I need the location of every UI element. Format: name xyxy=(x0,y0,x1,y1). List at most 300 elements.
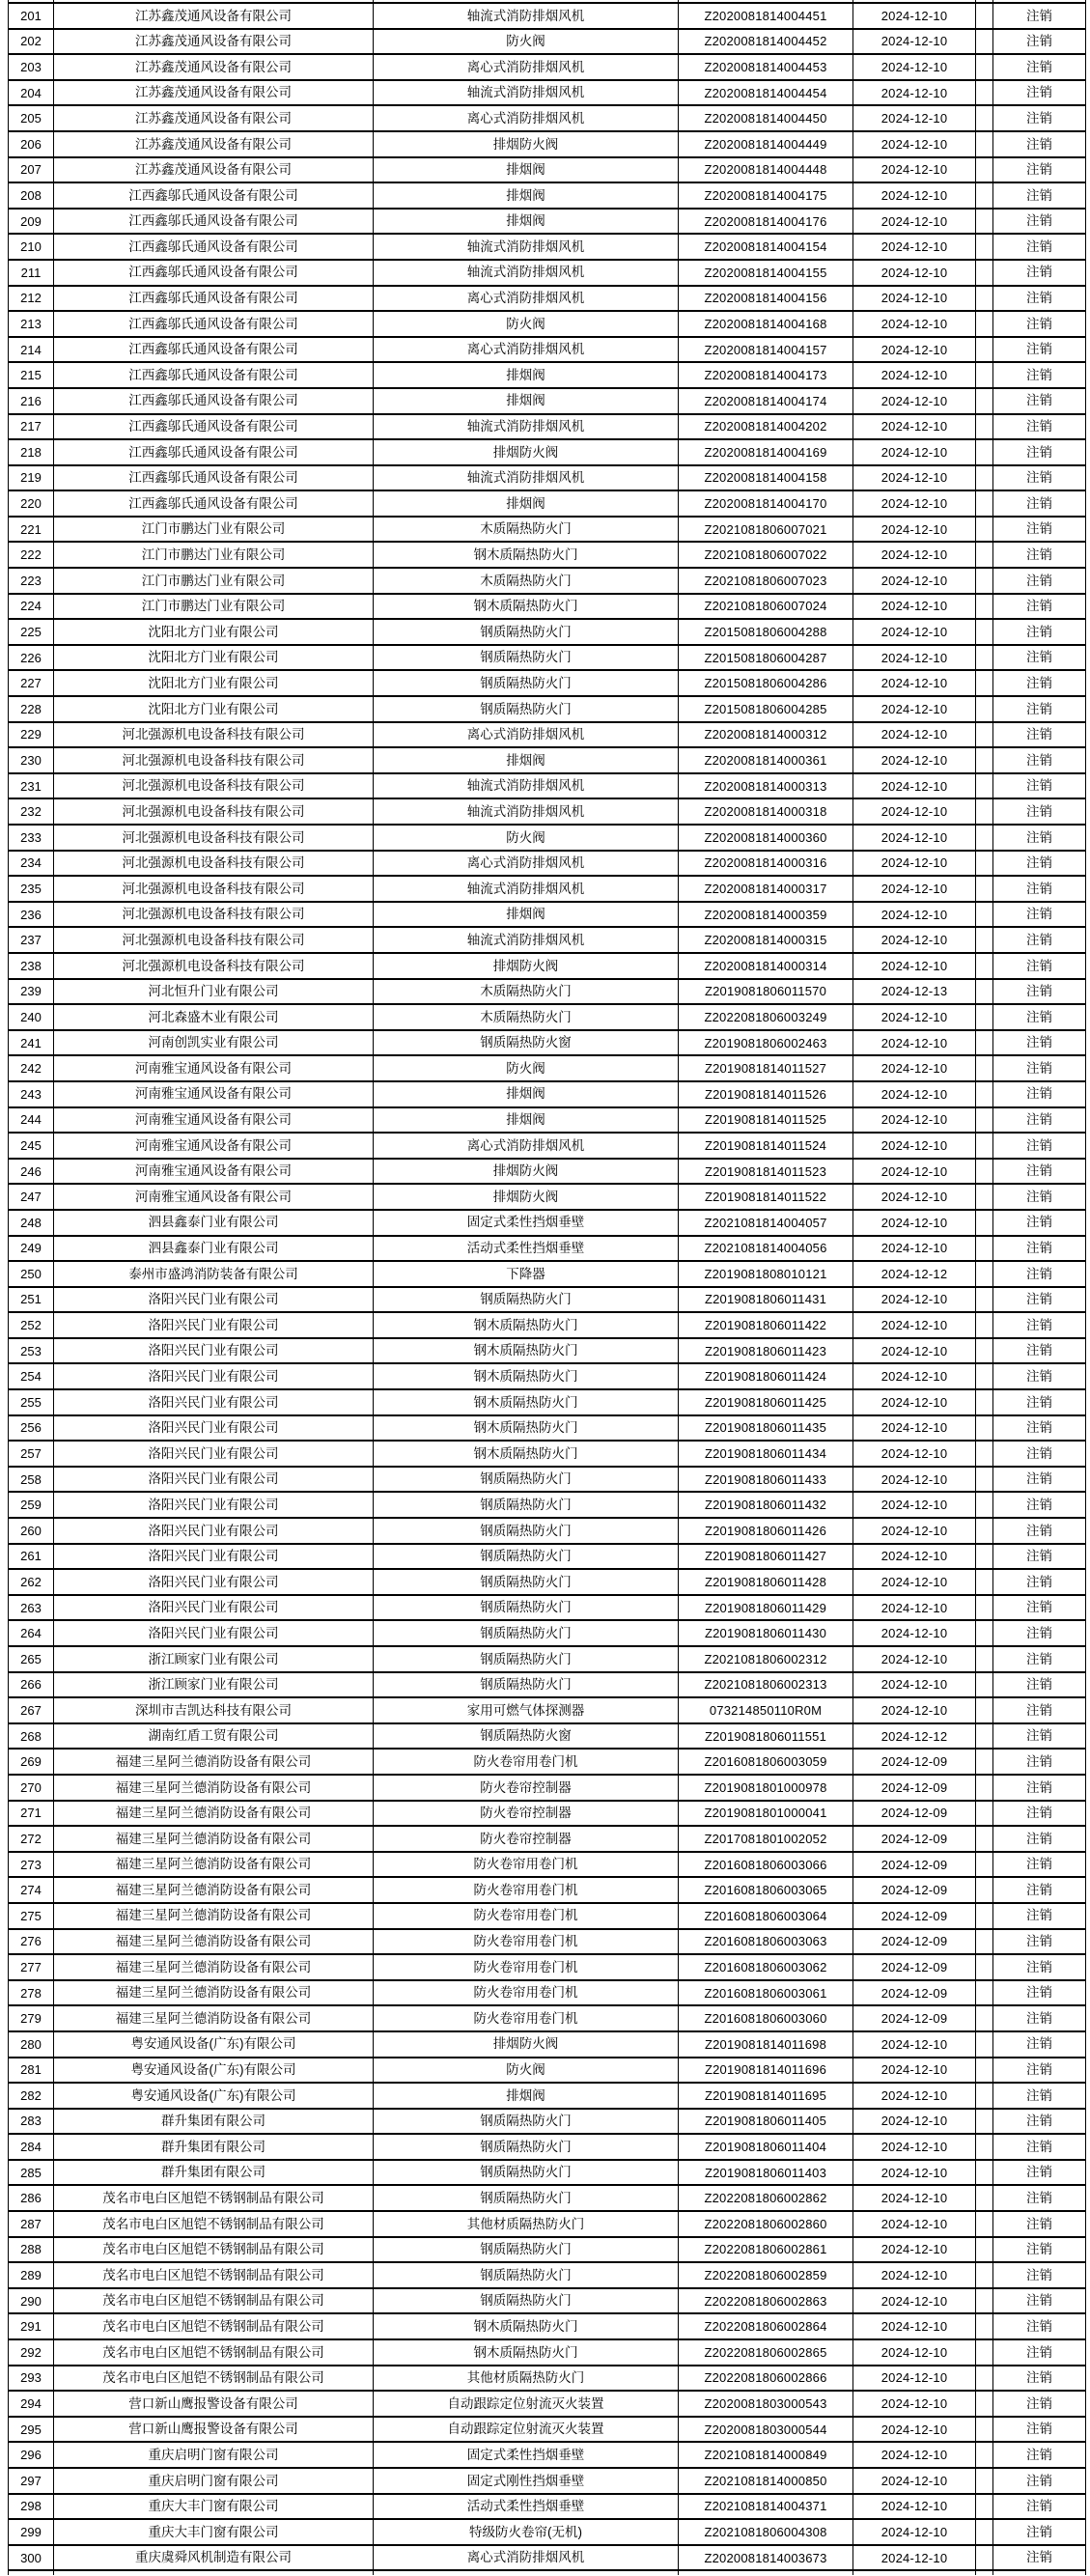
certificate-cell: Z2020081814000313 xyxy=(678,774,852,798)
spacer-cell xyxy=(975,1339,992,1363)
spacer-cell xyxy=(975,2392,992,2416)
table-row xyxy=(8,1031,1086,1057)
date-cell: 2024-12-09 xyxy=(852,1853,975,1877)
company-cell: 江苏鑫茂通风设备有限公司 xyxy=(53,81,373,105)
table-row xyxy=(8,1724,1086,1750)
status-cell: 注销 xyxy=(992,132,1086,156)
product-cell: 活动式柔性挡烟垂壁 xyxy=(373,1237,678,1261)
certificate-cell: Z2021081806002313 xyxy=(678,1673,852,1697)
spacer-cell xyxy=(975,1647,992,1671)
product-cell: 木质隔热防火门 xyxy=(373,518,678,542)
records-table xyxy=(8,0,1086,2575)
table-row xyxy=(8,877,1086,903)
spacer-cell xyxy=(975,518,992,542)
status-cell: 注销 xyxy=(992,2314,1086,2338)
spacer-cell xyxy=(975,1878,992,1902)
status-cell: 注销 xyxy=(992,1211,1086,1235)
company-cell: 深圳市吉凯达科技有限公司 xyxy=(53,1698,373,1722)
spacer-cell xyxy=(975,2032,992,2057)
spacer-cell xyxy=(975,132,992,156)
row-number-cell: 234 xyxy=(8,852,53,876)
certificate-cell: Z2019081806011424 xyxy=(678,1364,852,1388)
date-cell: 2024-12-10 xyxy=(852,1339,975,1363)
company-cell: 福建三星阿兰德消防设备有限公司 xyxy=(53,1878,373,1902)
row-number-cell: 213 xyxy=(8,312,53,336)
company-cell: 沈阳北方门业有限公司 xyxy=(53,646,373,670)
date-cell: 2024-12-09 xyxy=(852,1930,975,1954)
certificate-cell: Z2020081803000543 xyxy=(678,2392,852,2416)
table-row xyxy=(8,1211,1086,1237)
spacer-cell xyxy=(975,799,992,824)
certificate-cell: Z2019081806011404 xyxy=(678,2135,852,2159)
product-cell: 排烟阀 xyxy=(373,363,678,387)
certificate-cell: Z2022081806002866 xyxy=(678,2366,852,2391)
date-cell: 2024-12-10 xyxy=(852,1185,975,1209)
product-cell: 轴流式消防排烟风机 xyxy=(373,81,678,105)
company-cell: 福建三星阿兰德消防设备有限公司 xyxy=(53,1955,373,1979)
row-number-cell: 261 xyxy=(8,1545,53,1569)
certificate-cell: Z2021081814004057 xyxy=(678,1211,852,1235)
company-cell: 粤安通风设备(广东)有限公司 xyxy=(53,2058,373,2083)
company-cell: 河南雅宝通风设备有限公司 xyxy=(53,1108,373,1133)
company-cell: 沈阳北方门业有限公司 xyxy=(53,620,373,644)
product-cell: 轴流式消防排烟风机 xyxy=(373,261,678,285)
certificate-cell: Z2020081814004157 xyxy=(678,338,852,362)
date-cell: 2024-12-10 xyxy=(852,928,975,952)
product-cell: 钢木质隔热防火门 xyxy=(373,1364,678,1388)
product-cell: 防火卷帘用卷门机 xyxy=(373,1750,678,1774)
certificate-cell: Z2019081806011435 xyxy=(678,1416,852,1441)
product-cell: 排烟阀 xyxy=(373,748,678,772)
status-cell: 注销 xyxy=(992,2186,1086,2210)
company-cell: 江西鑫邬氏通风设备有限公司 xyxy=(53,183,373,208)
status-cell: 注销 xyxy=(992,2032,1086,2057)
spacer-cell xyxy=(975,2418,992,2442)
status-cell: 注销 xyxy=(992,748,1086,772)
company-cell: 重庆虞舜风机制造有限公司 xyxy=(53,2546,373,2570)
table-row xyxy=(8,595,1086,621)
table-row xyxy=(8,1468,1086,1494)
company-cell: 河南雅宝通风设备有限公司 xyxy=(53,1185,373,1209)
certificate-cell: 073214850110R0M xyxy=(678,1698,852,1722)
date-cell: 2024-12-10 xyxy=(852,697,975,721)
company-cell: 福建三星阿兰德消防设备有限公司 xyxy=(53,1904,373,1928)
table-row xyxy=(8,1082,1086,1108)
table-row xyxy=(8,697,1086,723)
status-cell: 注销 xyxy=(992,2135,1086,2159)
certificate-cell: Z2016081806003061 xyxy=(678,1981,852,2005)
spacer-cell xyxy=(975,2546,992,2570)
company-cell: 河北强源机电设备科技有限公司 xyxy=(53,799,373,824)
date-cell: 2024-12-10 xyxy=(852,1673,975,1697)
row-number-cell: 239 xyxy=(8,980,53,1004)
date-cell: 2024-12-10 xyxy=(852,235,975,259)
product-cell: 钢质隔热防火门 xyxy=(373,1519,678,1543)
table-row xyxy=(8,2186,1086,2212)
table-row xyxy=(8,1545,1086,1571)
product-cell: 轴流式消防排烟风机 xyxy=(373,928,678,952)
row-number-cell: 246 xyxy=(8,1160,53,1184)
spacer-cell xyxy=(975,466,992,490)
spacer-cell xyxy=(975,1570,992,1594)
certificate-cell: Z2020081814004155 xyxy=(678,261,852,285)
spacer-cell xyxy=(975,1288,992,1312)
table-row xyxy=(8,2289,1086,2315)
spacer-cell xyxy=(975,1108,992,1133)
spacer-cell xyxy=(975,1160,992,1184)
company-cell: 营口新山鹰报警设备有限公司 xyxy=(53,2418,373,2442)
certificate-cell: Z2019081806011426 xyxy=(678,1519,852,1543)
spacer-cell xyxy=(975,389,992,413)
row-number-cell: 236 xyxy=(8,903,53,927)
product-cell: 防火卷帘用卷门机 xyxy=(373,2006,678,2030)
certificate-cell: Z2022081806002862 xyxy=(678,2186,852,2210)
spacer-cell xyxy=(975,1981,992,2005)
status-cell: 注销 xyxy=(992,1621,1086,1645)
company-cell: 河北强源机电设备科技有限公司 xyxy=(53,826,373,850)
certificate-cell: Z2019081806011432 xyxy=(678,1493,852,1517)
certificate-cell: Z2015081806004286 xyxy=(678,671,852,695)
table-row xyxy=(8,1005,1086,1031)
product-cell: 防火卷帘控制器 xyxy=(373,1827,678,1851)
table-row xyxy=(8,1160,1086,1186)
date-cell: 2024-12-10 xyxy=(852,799,975,824)
spacer-cell xyxy=(975,1442,992,1466)
row-number-cell: 294 xyxy=(8,2392,53,2416)
certificate-cell: Z2020081814004202 xyxy=(678,415,852,439)
product-cell: 排烟阀 xyxy=(373,1082,678,1106)
date-cell: 2024-12-09 xyxy=(852,1750,975,1774)
company-cell: 江苏鑫茂通风设备有限公司 xyxy=(53,55,373,79)
row-number-cell: 228 xyxy=(8,697,53,721)
row-number-cell: 267 xyxy=(8,1698,53,1722)
certificate-cell: Z2022081806002861 xyxy=(678,2238,852,2262)
spacer-cell xyxy=(975,1955,992,1979)
product-cell: 轴流式消防排烟风机 xyxy=(373,4,678,28)
spacer-cell xyxy=(975,2006,992,2030)
status-cell: 注销 xyxy=(992,2443,1086,2467)
table-row xyxy=(8,1262,1086,1288)
status-cell: 注销 xyxy=(992,1673,1086,1697)
row-number-cell: 242 xyxy=(8,1056,53,1080)
status-cell: 注销 xyxy=(992,1904,1086,1928)
product-cell: 自动跟踪定位射流灭火装置 xyxy=(373,2392,678,2416)
table-row xyxy=(8,1134,1086,1160)
certificate-cell: Z2015081806004287 xyxy=(678,646,852,670)
table-row xyxy=(8,389,1086,415)
table-row xyxy=(8,774,1086,800)
date-cell: 2024-12-10 xyxy=(852,55,975,79)
company-cell: 江西鑫邬氏通风设备有限公司 xyxy=(53,491,373,516)
row-number-cell: 220 xyxy=(8,491,53,516)
certificate-cell: Z2022081806002865 xyxy=(678,2340,852,2365)
status-cell: 注销 xyxy=(992,1750,1086,1774)
row-number-cell: 268 xyxy=(8,1724,53,1749)
product-cell: 钢质隔热防火门 xyxy=(373,1647,678,1671)
certificate-cell: Z2016081806003059 xyxy=(678,1750,852,1774)
table-row xyxy=(8,723,1086,749)
certificate-cell: Z2019081806011431 xyxy=(678,1288,852,1312)
status-cell: 注销 xyxy=(992,2110,1086,2134)
company-cell: 江门市鹏达门业有限公司 xyxy=(53,595,373,619)
status-cell: 注销 xyxy=(992,158,1086,182)
company-cell: 福建三星阿兰德消防设备有限公司 xyxy=(53,1776,373,1800)
date-cell: 2024-12-10 xyxy=(852,2314,975,2338)
table-row xyxy=(8,620,1086,646)
status-cell: 注销 xyxy=(992,877,1086,901)
table-row xyxy=(8,1185,1086,1211)
status-cell: 注销 xyxy=(992,1262,1086,1286)
table-row xyxy=(8,183,1086,210)
status-cell: 注销 xyxy=(992,1930,1086,1954)
status-cell: 注销 xyxy=(992,2366,1086,2391)
spacer-cell xyxy=(975,748,992,772)
certificate-cell: Z2020081814000317 xyxy=(678,877,852,901)
status-cell: 注销 xyxy=(992,928,1086,952)
certificate-cell: Z2019081814011523 xyxy=(678,1160,852,1184)
spacer-cell xyxy=(975,1853,992,1877)
product-cell: 轴流式消防排烟风机 xyxy=(373,415,678,439)
table-row xyxy=(8,2418,1086,2444)
table-row xyxy=(8,2495,1086,2521)
table-row xyxy=(8,852,1086,878)
company-cell: 河南创凯实业有限公司 xyxy=(53,1031,373,1055)
status-cell: 注销 xyxy=(992,312,1086,336)
company-cell: 重庆大丰门窗有限公司 xyxy=(53,2520,373,2544)
table-row xyxy=(8,2212,1086,2238)
certificate-cell: Z2021081806007023 xyxy=(678,569,852,593)
row-number-cell: 279 xyxy=(8,2006,53,2030)
company-cell: 洛阳兴民门业有限公司 xyxy=(53,1364,373,1388)
date-cell: 2024-12-10 xyxy=(852,2212,975,2236)
spacer-cell xyxy=(975,1802,992,1826)
date-cell: 2024-12-10 xyxy=(852,2366,975,2391)
row-number-cell: 208 xyxy=(8,183,53,208)
certificate-cell: Z2016081806003064 xyxy=(678,1904,852,1928)
date-cell: 2024-12-10 xyxy=(852,389,975,413)
date-cell: 2024-12-10 xyxy=(852,1442,975,1466)
row-number-cell: 206 xyxy=(8,132,53,156)
row-number-cell: 244 xyxy=(8,1108,53,1133)
company-cell: 泗县鑫泰门业有限公司 xyxy=(53,1237,373,1261)
row-number-cell: 264 xyxy=(8,1621,53,1645)
product-cell: 排烟阀 xyxy=(373,158,678,182)
status-cell: 注销 xyxy=(992,491,1086,516)
row-number-cell: 229 xyxy=(8,723,53,747)
status-cell: 注销 xyxy=(992,1724,1086,1749)
product-cell: 排烟防火阀 xyxy=(373,440,678,464)
row-number-cell: 277 xyxy=(8,1955,53,1979)
date-cell: 2024-12-10 xyxy=(852,1108,975,1133)
status-cell: 注销 xyxy=(992,183,1086,208)
company-cell: 江西鑫邬氏通风设备有限公司 xyxy=(53,389,373,413)
spacer-cell xyxy=(975,774,992,798)
status-cell: 注销 xyxy=(992,671,1086,695)
certificate-cell: Z2019081814011526 xyxy=(678,1082,852,1106)
certificate-cell: Z2019081814011522 xyxy=(678,1185,852,1209)
table-row xyxy=(8,1442,1086,1468)
certificate-cell: Z2019081801000978 xyxy=(678,1776,852,1800)
product-cell: 钢质隔热防火门 xyxy=(373,1545,678,1569)
date-cell: 2024-12-10 xyxy=(852,2263,975,2287)
row-number-cell: 269 xyxy=(8,1750,53,1774)
date-cell: 2024-12-10 xyxy=(852,518,975,542)
certificate-cell: Z2020081814000318 xyxy=(678,799,852,824)
table-row xyxy=(8,158,1086,184)
company-cell: 江苏鑫茂通风设备有限公司 xyxy=(53,158,373,182)
table-body xyxy=(8,4,1086,2571)
product-cell: 防火卷帘控制器 xyxy=(373,1802,678,1826)
table-row xyxy=(8,235,1086,261)
spacer-cell xyxy=(975,2212,992,2236)
date-cell: 2024-12-10 xyxy=(852,2443,975,2467)
spacer-cell xyxy=(975,81,992,105)
status-cell: 注销 xyxy=(992,2495,1086,2519)
status-cell: 注销 xyxy=(992,1056,1086,1080)
spacer-cell xyxy=(975,1621,992,1645)
table-row xyxy=(8,2161,1086,2187)
status-cell: 注销 xyxy=(992,415,1086,439)
certificate-cell: Z2022081806002863 xyxy=(678,2289,852,2313)
certificate-cell: Z2021081814000849 xyxy=(678,2443,852,2467)
row-number-cell: 218 xyxy=(8,440,53,464)
row-number-cell: 235 xyxy=(8,877,53,901)
company-cell: 洛阳兴民门业有限公司 xyxy=(53,1545,373,1569)
status-cell: 注销 xyxy=(992,1776,1086,1800)
table-row xyxy=(8,440,1086,466)
product-cell: 离心式消防排烟风机 xyxy=(373,1134,678,1158)
table-row xyxy=(8,1596,1086,1622)
spacer-cell xyxy=(975,697,992,721)
company-cell: 福建三星阿兰德消防设备有限公司 xyxy=(53,1930,373,1954)
table-row xyxy=(8,2110,1086,2136)
row-number-cell: 225 xyxy=(8,620,53,644)
table-row xyxy=(8,1750,1086,1776)
product-cell: 钢木质隔热防火门 xyxy=(373,595,678,619)
date-cell: 2024-12-10 xyxy=(852,569,975,593)
company-cell: 沈阳北方门业有限公司 xyxy=(53,671,373,695)
company-cell: 江苏鑫茂通风设备有限公司 xyxy=(53,30,373,54)
row-number-cell: 263 xyxy=(8,1596,53,1620)
company-cell: 群升集团有限公司 xyxy=(53,2161,373,2185)
product-cell: 防火卷帘用卷门机 xyxy=(373,1878,678,1902)
date-cell: 2024-12-10 xyxy=(852,2058,975,2083)
certificate-cell: Z2016081806003066 xyxy=(678,1853,852,1877)
date-cell: 2024-12-10 xyxy=(852,1031,975,1055)
spacer-cell xyxy=(975,2238,992,2262)
product-cell: 家用可燃气体探测器 xyxy=(373,1698,678,1722)
product-cell: 钢木质隔热防火门 xyxy=(373,543,678,567)
company-cell: 洛阳兴民门业有限公司 xyxy=(53,1288,373,1312)
certificate-cell: Z2019081814011696 xyxy=(678,2058,852,2083)
row-number-cell: 245 xyxy=(8,1134,53,1158)
row-number-cell: 253 xyxy=(8,1339,53,1363)
date-cell: 2024-12-10 xyxy=(852,1211,975,1235)
certificate-cell: Z2019081806011405 xyxy=(678,2110,852,2134)
certificate-cell: Z2019081806011428 xyxy=(678,1570,852,1594)
company-cell: 营口新山鹰报警设备有限公司 xyxy=(53,2392,373,2416)
product-cell: 钢木质隔热防火门 xyxy=(373,1442,678,1466)
table-row xyxy=(8,2443,1086,2469)
table-row xyxy=(8,1313,1086,1339)
row-number-cell: 280 xyxy=(8,2032,53,2057)
certificate-cell: Z2020081814004169 xyxy=(678,440,852,464)
product-cell: 钢质隔热防火门 xyxy=(373,2289,678,2313)
table-row xyxy=(8,1878,1086,1904)
company-cell: 浙江顾家门业有限公司 xyxy=(53,1673,373,1697)
spacer-cell xyxy=(975,2314,992,2338)
status-cell: 注销 xyxy=(992,261,1086,285)
table-row xyxy=(8,1108,1086,1134)
spacer-cell xyxy=(975,2366,992,2391)
status-cell: 注销 xyxy=(992,1493,1086,1517)
date-cell: 2024-12-10 xyxy=(852,2289,975,2313)
product-cell: 钢木质隔热防火门 xyxy=(373,1416,678,1441)
company-cell: 洛阳兴民门业有限公司 xyxy=(53,1442,373,1466)
company-cell: 湖南红盾工贸有限公司 xyxy=(53,1724,373,1749)
product-cell: 其他材质隔热防火门 xyxy=(373,2366,678,2391)
product-cell: 钢质隔热防火窗 xyxy=(373,1031,678,1055)
status-cell: 注销 xyxy=(992,980,1086,1004)
product-cell: 钢质隔热防火门 xyxy=(373,2110,678,2134)
spacer-cell xyxy=(975,1313,992,1337)
date-cell: 2024-12-12 xyxy=(852,1724,975,1749)
product-cell: 下降器 xyxy=(373,1262,678,1286)
product-cell: 钢质隔热防火门 xyxy=(373,1493,678,1517)
spacer-cell xyxy=(975,1545,992,1569)
table-row xyxy=(8,2084,1086,2110)
date-cell: 2024-12-10 xyxy=(852,2469,975,2493)
date-cell: 2024-12-10 xyxy=(852,338,975,362)
product-cell: 钢木质隔热防火门 xyxy=(373,1313,678,1337)
table-row xyxy=(8,1237,1086,1263)
status-cell: 注销 xyxy=(992,1082,1086,1106)
company-cell: 河南雅宝通风设备有限公司 xyxy=(53,1160,373,1184)
row-number-cell: 249 xyxy=(8,1237,53,1261)
row-number-cell: 285 xyxy=(8,2161,53,2185)
row-number-cell: 226 xyxy=(8,646,53,670)
certificate-cell: Z2020081814004170 xyxy=(678,491,852,516)
table-row xyxy=(8,1519,1086,1545)
company-cell: 群升集团有限公司 xyxy=(53,2110,373,2134)
status-cell: 注销 xyxy=(992,1545,1086,1569)
status-cell: 注销 xyxy=(992,106,1086,130)
product-cell: 轴流式消防排烟风机 xyxy=(373,235,678,259)
status-cell: 注销 xyxy=(992,440,1086,464)
status-cell: 注销 xyxy=(992,1596,1086,1620)
date-cell: 2024-12-10 xyxy=(852,4,975,28)
product-cell: 钢质隔热防火门 xyxy=(373,1468,678,1492)
table-row xyxy=(8,2058,1086,2085)
company-cell: 江门市鹏达门业有限公司 xyxy=(53,543,373,567)
spacer-cell xyxy=(975,826,992,850)
status-cell: 注销 xyxy=(992,1339,1086,1363)
spacer-cell xyxy=(975,158,992,182)
spacer-cell xyxy=(975,903,992,927)
status-cell: 注销 xyxy=(992,287,1086,311)
row-number-cell: 284 xyxy=(8,2135,53,2159)
spacer-cell xyxy=(975,1698,992,1722)
company-cell: 河北恒升门业有限公司 xyxy=(53,980,373,1004)
spacer-cell xyxy=(975,2161,992,2185)
status-cell: 注销 xyxy=(992,1468,1086,1492)
row-number-cell: 211 xyxy=(8,261,53,285)
company-cell: 河北强源机电设备科技有限公司 xyxy=(53,852,373,876)
company-cell: 洛阳兴民门业有限公司 xyxy=(53,1493,373,1517)
status-cell: 注销 xyxy=(992,1878,1086,1902)
product-cell: 钢质隔热防火门 xyxy=(373,2135,678,2159)
row-number-cell: 266 xyxy=(8,1673,53,1697)
